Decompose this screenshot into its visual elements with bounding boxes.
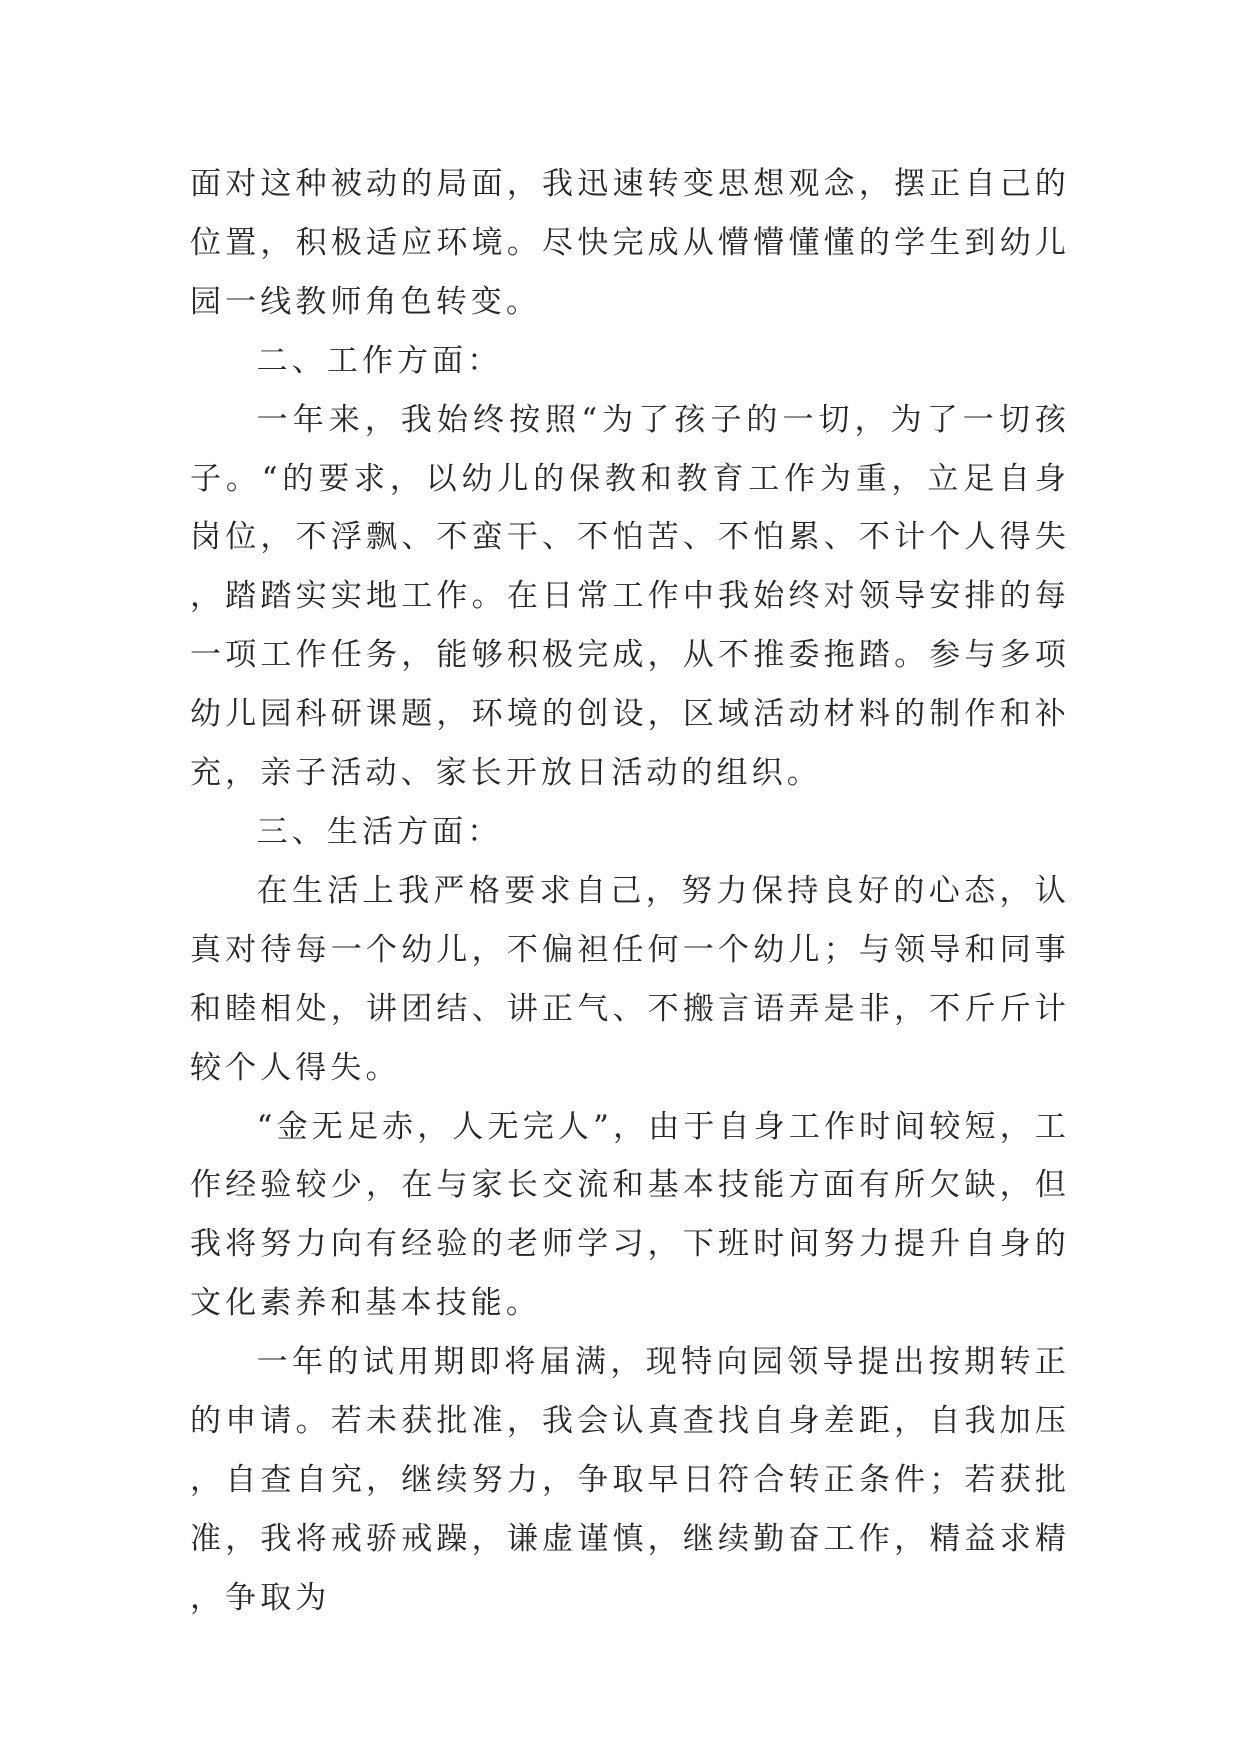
section-heading-life: 三、生活方面： bbox=[256, 813, 503, 850]
document-body bbox=[190, 155, 1070, 1628]
paragraph-life: 在生活上我严格要求自己，努力保持良好的心态，认真对待每一个幼儿，不偏袒任何一个幼儿；与领导和同事和睦相处，讲团结、讲正气、不搬言语弄是非，不斤斤计较个人得失。 bbox=[190, 872, 1070, 1086]
paragraph-work: 一年来，我始终按照“为了孩子的一切，为了一切孩子。“的要求，以幼儿的保教和教育工作为重，立足自身岗位，不浮飘、不蛮干、不怕苦、不怕累、不计个人得失，踏踏实实地工作。在日常工作中我始终对领导安排的每一项工作任务，能够积极完成，从不推委拖踏。参与多项幼儿园科研课题，环境的创设，区域活动材料的制作和补充，亲子活动、家长开放日活动的组织。 bbox=[190, 401, 1070, 792]
paragraph-self-assessment: “金无足赤，人无完人”，由于自身工作时间较短，工作经验较少，在与家长交流和基本技能方面有所欠缺，但我将努力向有经验的老师学习，下班时间努力提升自身的文化素养和基本技能。 bbox=[190, 1108, 1070, 1322]
paragraph-application: 一年的试用期即将届满，现特向园领导提出按期转正的申请。若未获批准，我会认真查找自身差距，自我加压，自查自究，继续努力，争取早日符合转正条件；若获批准，我将戒骄戒躁，谦虚谨慎，继续勤奋工作，精益求精，争取为 bbox=[190, 1344, 1070, 1616]
paragraph-continuation: 面对这种被动的局面，我迅速转变思想观念，摆正自己的位置，积极适应环境。尽快完成从懵懵懂懂的学生到幼儿园一线教师角色转变。 bbox=[190, 166, 1070, 320]
section-heading-work: 二、工作方面： bbox=[256, 342, 503, 379]
